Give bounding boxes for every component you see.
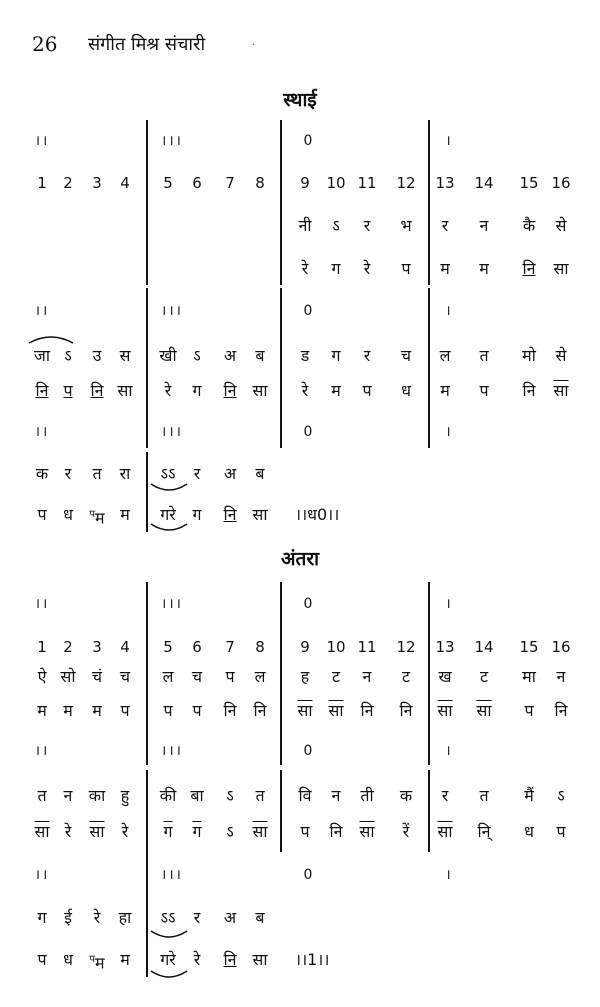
swar-cell-beat-14: नि् <box>477 822 491 841</box>
sthai-row-swar <box>0 254 600 284</box>
swar-cell-beat-1: प <box>37 950 47 969</box>
num-cell-beat-6: 6 <box>192 174 202 192</box>
tala-cell-beat-9: 0 <box>303 424 315 440</box>
lyric-cell-beat-12: भ <box>400 216 412 235</box>
lyric-cell-beat-7: अ <box>223 346 237 365</box>
lyric-cell-beat-1: क <box>35 464 49 483</box>
sthai-row-lyric <box>0 459 600 489</box>
lyric-cell-beat-5: की <box>159 786 177 805</box>
sthai-meend-slur <box>150 483 188 493</box>
tala-cell-beat-1: ।। <box>34 743 50 759</box>
lyric-cell-beat-10: ग <box>331 346 341 365</box>
tala-cell-beat-13: । <box>445 867 453 883</box>
lyric-cell-beat-3: रे <box>93 908 101 927</box>
lyric-cell-beat-2: सो <box>60 667 76 686</box>
num-cell-beat-2: 2 <box>63 174 73 192</box>
antara-row-tala <box>0 736 600 766</box>
sthai-row-lyric <box>0 211 600 241</box>
num-cell-beat-12: 12 <box>396 174 416 192</box>
tala-cell-beat-5: ।।। <box>161 596 183 612</box>
lyric-cell-beat-4: रा <box>119 464 131 483</box>
sthai-row-lyric <box>0 341 600 371</box>
num-cell-beat-8: 8 <box>255 174 265 192</box>
swar-cell-beat-3: सा <box>89 822 105 841</box>
antara-row-tala <box>0 589 600 619</box>
swar-cell-beat-3: $^प$म <box>89 508 105 528</box>
num-cell-beat-11: 11 <box>357 174 377 192</box>
antara-row-lyric <box>0 662 600 692</box>
antara-vibhag-divider <box>280 770 282 852</box>
swar-cell-beat-3: $^प$म <box>89 953 105 973</box>
lyric-cell-beat-1: जा <box>33 346 51 365</box>
swar-cell-beat-10: नि <box>329 822 343 841</box>
lyric-cell-beat-6: च <box>191 667 203 686</box>
tala-cell-beat-9: 0 <box>303 867 315 883</box>
tala-cell-beat-9: 0 <box>303 743 315 759</box>
swar-cell-beat-11: रे <box>363 259 371 278</box>
lyric-cell-beat-8: ब <box>255 908 265 927</box>
antara-title: अंतरा <box>280 548 320 570</box>
tala-cell-beat-13: । <box>445 596 453 612</box>
swar-cell-beat-2: ध <box>63 505 73 524</box>
grace-note: प <box>89 954 96 965</box>
grace-note: प <box>89 509 96 520</box>
lyric-cell-beat-8: ब <box>255 464 265 483</box>
stray-mark: · <box>252 40 256 51</box>
lyric-cell-beat-15: कै <box>522 216 536 235</box>
num-cell-beat-5: 5 <box>163 638 173 656</box>
lyric-cell-beat-9: वि <box>298 786 312 805</box>
lyric-cell-beat-16: से <box>555 346 567 365</box>
lyric-cell-beat-9: ड <box>300 346 310 365</box>
tala-cell-beat-13: । <box>445 424 453 440</box>
swar-cell-beat-6: ग <box>192 381 202 400</box>
swar-cell-beat-8: सा <box>252 505 268 524</box>
swar-cell-beat-7: नि <box>223 505 237 524</box>
swar-cell-beat-9: ।।ध0।। <box>295 505 340 524</box>
lyric-cell-beat-2: ई <box>64 908 72 927</box>
lyric-cell-beat-12: च <box>400 346 412 365</box>
antara-row-swar <box>0 817 600 847</box>
num-cell-beat-3: 3 <box>92 638 102 656</box>
lyric-cell-beat-1: ऐ <box>37 667 47 686</box>
swar-cell-beat-15: नि <box>522 381 536 400</box>
swar-cell-beat-3: नि <box>90 381 104 400</box>
lyric-cell-beat-14: त <box>479 346 489 365</box>
num-cell-beat-2: 2 <box>63 638 73 656</box>
num-cell-beat-16: 16 <box>551 174 571 192</box>
sthai-vibhag-divider <box>280 288 282 448</box>
lyric-cell-beat-7: प <box>225 667 235 686</box>
antara-row-num <box>0 632 600 662</box>
tala-cell-beat-1: ।। <box>34 133 50 149</box>
lyric-cell-beat-15: मा <box>522 667 536 686</box>
sthai-vibhag-divider <box>428 120 430 285</box>
tala-cell-beat-13: । <box>445 133 453 149</box>
tala-cell-beat-5: ।।। <box>161 867 183 883</box>
num-cell-beat-7: 7 <box>225 638 235 656</box>
tala-cell-beat-5: ।।। <box>161 133 183 149</box>
swar-cell-beat-11: प <box>362 381 372 400</box>
tala-cell-beat-9: 0 <box>303 596 315 612</box>
swar-cell-beat-15: नि <box>522 259 536 278</box>
tala-cell-beat-1: ।। <box>34 596 50 612</box>
num-cell-beat-10: 10 <box>326 638 346 656</box>
swar-cell-beat-4: सा <box>117 381 133 400</box>
swar-cell-beat-2: ध <box>63 950 73 969</box>
antara-vibhag-divider <box>146 852 148 977</box>
lyric-cell-beat-4: हु <box>120 786 130 805</box>
lyric-cell-beat-11: र <box>363 216 371 235</box>
num-cell-beat-8: 8 <box>255 638 265 656</box>
antara-vibhag-divider <box>428 582 430 765</box>
lyric-cell-beat-15: मैं <box>524 786 534 805</box>
swar-cell-beat-5: रे <box>164 381 172 400</box>
tala-cell-beat-1: ।। <box>34 424 50 440</box>
antara-meend-slur <box>150 970 188 980</box>
swar-cell-beat-2: प <box>63 381 73 400</box>
swar-cell-beat-12: प <box>401 259 411 278</box>
swar-cell-beat-7: नि <box>223 701 237 720</box>
tala-cell-beat-5: ।।। <box>161 743 183 759</box>
sthai-row-tala <box>0 126 600 156</box>
num-cell-beat-5: 5 <box>163 174 173 192</box>
swar-cell-beat-10: म <box>331 381 341 400</box>
antara-row-swar <box>0 945 600 975</box>
antara-row-swar <box>0 696 600 726</box>
lyric-cell-beat-5: ऽऽ <box>160 464 176 483</box>
tala-cell-beat-9: 0 <box>303 303 315 319</box>
lyric-cell-beat-2: र <box>64 464 72 483</box>
sthai-title: स्थाई <box>283 89 317 111</box>
swar-cell-beat-8: नि <box>253 701 267 720</box>
swar-cell-beat-12: रें <box>402 822 410 841</box>
antara-vibhag-divider <box>146 770 148 852</box>
swar-cell-beat-13: सा <box>437 822 453 841</box>
swar-cell-beat-9: रे <box>301 259 309 278</box>
tala-cell-beat-9: 0 <box>303 133 315 149</box>
lyric-cell-beat-13: ख <box>438 667 452 686</box>
tala-cell-beat-13: । <box>445 303 453 319</box>
lyric-cell-beat-10: ऽ <box>332 216 340 235</box>
swar-cell-beat-5: गरे <box>160 505 176 524</box>
sthai-meend-slur <box>28 334 74 344</box>
num-cell-beat-9: 9 <box>300 638 310 656</box>
lyric-cell-beat-6: र <box>193 464 201 483</box>
lyric-cell-beat-1: ग <box>37 908 47 927</box>
swar-cell-beat-15: प <box>524 701 534 720</box>
swar-cell-beat-1: नि <box>35 381 49 400</box>
lyric-cell-beat-6: बा <box>190 786 204 805</box>
lyric-cell-beat-3: त <box>92 464 102 483</box>
sthai-row-swar <box>0 500 600 530</box>
swar-cell-beat-7: नि <box>223 950 237 969</box>
antara-meend-slur <box>150 930 188 940</box>
tala-cell-beat-13: । <box>445 743 453 759</box>
lyric-cell-beat-10: ट <box>331 667 341 686</box>
lyric-cell-beat-11: न <box>362 667 372 686</box>
swar-cell-beat-9: सा <box>297 701 313 720</box>
swar-cell-beat-12: ध <box>401 381 411 400</box>
lyric-cell-beat-9: नी <box>298 216 312 235</box>
swar-cell-beat-4: प <box>120 701 130 720</box>
sthai-vibhag-divider <box>146 452 148 532</box>
tala-cell-beat-1: ।। <box>34 867 50 883</box>
lyric-cell-beat-11: ती <box>360 786 374 805</box>
swar-cell-beat-12: नि <box>399 701 413 720</box>
lyric-cell-beat-6: ऽ <box>193 346 201 365</box>
lyric-cell-beat-13: ल <box>439 346 451 365</box>
swar-cell-beat-1: प <box>37 505 47 524</box>
lyric-cell-beat-8: ल <box>254 667 266 686</box>
swar-cell-beat-16: सा <box>553 381 569 400</box>
lyric-cell-beat-16: से <box>555 216 567 235</box>
lyric-cell-beat-16: ऽ <box>557 786 565 805</box>
swar-cell-beat-16: सा <box>553 259 569 278</box>
swar-cell-beat-5: गरे <box>160 950 176 969</box>
num-cell-beat-13: 13 <box>435 638 455 656</box>
swar-cell-beat-4: रे <box>121 822 129 841</box>
swar-cell-beat-10: ग <box>331 259 341 278</box>
swar-cell-beat-16: प <box>556 822 566 841</box>
swar-cell-beat-6: रे <box>193 950 201 969</box>
swar-cell-beat-13: म <box>440 381 450 400</box>
lyric-cell-beat-8: त <box>255 786 265 805</box>
swar-cell-beat-2: रे <box>64 822 72 841</box>
swar-cell-beat-4: म <box>120 950 130 969</box>
antara-row-tala <box>0 860 600 890</box>
sthai-vibhag-divider <box>280 120 282 285</box>
swar-cell-beat-1: म <box>37 701 47 720</box>
swar-cell-beat-3: म <box>92 701 102 720</box>
sthai-row-tala <box>0 296 600 326</box>
lyric-cell-beat-3: चं <box>91 667 103 686</box>
num-cell-beat-12: 12 <box>396 638 416 656</box>
lyric-cell-beat-4: स <box>119 346 131 365</box>
num-cell-beat-7: 7 <box>225 174 235 192</box>
sthai-row-num <box>0 168 600 198</box>
antara-vibhag-divider <box>428 770 430 852</box>
lyric-cell-beat-9: ह <box>300 667 310 686</box>
swar-cell-beat-5: ग <box>163 822 173 841</box>
swar-cell-beat-8: सा <box>252 381 268 400</box>
swar-cell-beat-8: सा <box>252 822 268 841</box>
lyric-cell-beat-7: ऽ <box>226 786 234 805</box>
lyric-cell-beat-12: क <box>399 786 413 805</box>
lyric-cell-beat-4: च <box>119 667 131 686</box>
num-cell-beat-6: 6 <box>192 638 202 656</box>
swar-cell-beat-7: नि <box>223 381 237 400</box>
lyric-cell-beat-2: ऽ <box>64 346 72 365</box>
num-cell-beat-15: 15 <box>519 174 539 192</box>
swar-cell-beat-15: ध <box>524 822 534 841</box>
swar-cell-beat-14: म <box>479 259 489 278</box>
num-cell-beat-4: 4 <box>120 638 130 656</box>
tala-cell-beat-1: ।। <box>34 303 50 319</box>
antara-row-lyric <box>0 781 600 811</box>
swar-cell-beat-5: प <box>163 701 173 720</box>
swar-cell-beat-9: प <box>300 822 310 841</box>
lyric-cell-beat-14: न <box>479 216 489 235</box>
lyric-cell-beat-13: र <box>441 786 449 805</box>
swar-cell-beat-11: नि <box>360 701 374 720</box>
num-cell-beat-15: 15 <box>519 638 539 656</box>
lyric-cell-beat-14: ट <box>479 667 489 686</box>
swar-cell-beat-2: म <box>63 701 73 720</box>
sthai-vibhag-divider <box>428 288 430 448</box>
lyric-cell-beat-13: र <box>441 216 449 235</box>
lyric-cell-beat-14: त <box>479 786 489 805</box>
swar-cell-beat-1: सा <box>34 822 50 841</box>
sthai-vibhag-divider <box>146 120 148 285</box>
lyric-cell-beat-10: न <box>331 786 341 805</box>
sthai-row-tala <box>0 417 600 447</box>
antara-row-lyric <box>0 903 600 933</box>
swar-cell-beat-11: सा <box>359 822 375 841</box>
swar-cell-beat-9: रे <box>301 381 309 400</box>
lyric-cell-beat-5: ल <box>162 667 174 686</box>
lyric-cell-beat-16: न <box>556 667 566 686</box>
lyric-cell-beat-4: हा <box>118 908 132 927</box>
swar-cell-beat-14: सा <box>476 701 492 720</box>
sthai-meend-slur <box>150 523 188 533</box>
swar-cell-beat-8: सा <box>252 950 268 969</box>
tala-cell-beat-5: ।।। <box>161 303 183 319</box>
sthai-vibhag-divider <box>146 288 148 448</box>
lyric-cell-beat-5: ऽऽ <box>160 908 176 927</box>
num-cell-beat-14: 14 <box>474 638 494 656</box>
num-cell-beat-13: 13 <box>435 174 455 192</box>
lyric-cell-beat-7: अ <box>223 464 237 483</box>
lyric-cell-beat-5: खी <box>159 346 177 365</box>
swar-cell-beat-16: नि <box>554 701 568 720</box>
swar-cell-beat-4: म <box>120 505 130 524</box>
num-cell-beat-16: 16 <box>551 638 571 656</box>
swar-cell-beat-7: ऽ <box>226 822 234 841</box>
lyric-cell-beat-3: का <box>88 786 106 805</box>
num-cell-beat-11: 11 <box>357 638 377 656</box>
lyric-cell-beat-2: न <box>63 786 73 805</box>
tala-cell-beat-5: ।।। <box>161 424 183 440</box>
swar-cell-beat-6: ग <box>192 822 202 841</box>
swar-cell-beat-10: सा <box>328 701 344 720</box>
lyric-cell-beat-15: मो <box>522 346 536 365</box>
lyric-cell-beat-8: ब <box>255 346 265 365</box>
lyric-cell-beat-6: र <box>193 908 201 927</box>
num-cell-beat-4: 4 <box>120 174 130 192</box>
swar-cell-beat-9: ।।1।। <box>295 950 330 969</box>
num-cell-beat-14: 14 <box>474 174 494 192</box>
num-cell-beat-3: 3 <box>92 174 102 192</box>
page-number: 26 <box>32 32 58 56</box>
book-title: संगीत मिश्र संचारी <box>88 34 206 55</box>
lyric-cell-beat-12: ट <box>401 667 411 686</box>
swar-cell-beat-6: प <box>192 701 202 720</box>
lyric-cell-beat-1: त <box>37 786 47 805</box>
num-cell-beat-10: 10 <box>326 174 346 192</box>
swar-cell-beat-13: सा <box>437 701 453 720</box>
num-cell-beat-9: 9 <box>300 174 310 192</box>
antara-vibhag-divider <box>146 582 148 765</box>
swar-cell-beat-13: म <box>440 259 450 278</box>
num-cell-beat-1: 1 <box>37 638 47 656</box>
lyric-cell-beat-11: र <box>363 346 371 365</box>
sthai-row-swar <box>0 376 600 406</box>
lyric-cell-beat-7: अ <box>223 908 237 927</box>
num-cell-beat-1: 1 <box>37 174 47 192</box>
lyric-cell-beat-3: उ <box>92 346 102 365</box>
swar-cell-beat-14: प <box>479 381 489 400</box>
antara-vibhag-divider <box>280 582 282 765</box>
swar-cell-beat-6: ग <box>192 505 202 524</box>
